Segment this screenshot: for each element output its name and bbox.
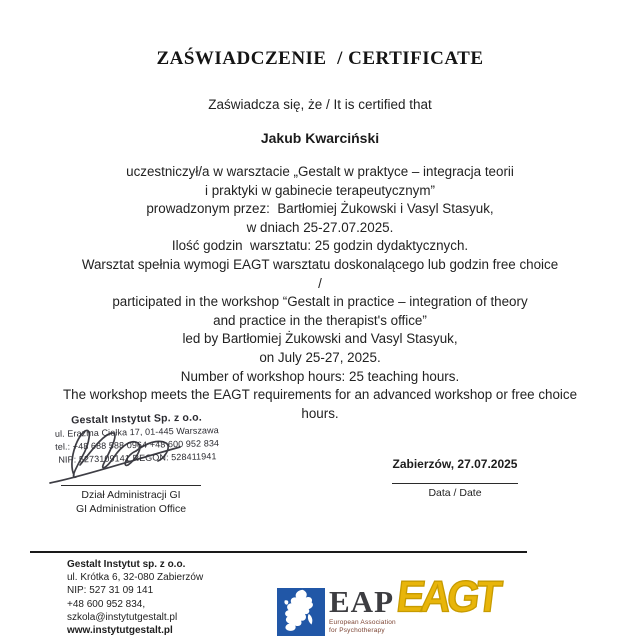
body-line: prowadzonym przez: Bartłomiej Żukowski i Vasyl Stasyuk, — [146, 201, 494, 217]
stamp-address: ul. Erazma Ciołka 17, 01-445 Warszawa — [54, 425, 219, 439]
certified-intro-text: Zaświadcza się, że / It is certified that — [208, 97, 432, 112]
signer-label-en: GI Administration Office — [75, 502, 187, 515]
footer-company-info — [67, 558, 203, 637]
eap-logo — [277, 584, 396, 636]
eap-subtitle-line1: European Association — [329, 619, 396, 626]
footer-email: szkola@instytutgestalt.pl — [67, 611, 178, 623]
body-line: Warsztat spełnia wymogi EAGT warsztatu doskonalącego lub godzin free choice — [81, 256, 559, 272]
date-line — [392, 483, 518, 484]
europe-map-icon — [277, 588, 325, 636]
body-line: i praktyki w gabinecie terapeutycznym” — [205, 182, 435, 198]
eap-subtitle-line2: for Psychotherapy — [329, 626, 385, 634]
body-line: Ilość godzin warsztatu: 25 godzin dydaktycznych. — [171, 238, 469, 254]
body-line: / — [318, 275, 322, 291]
body-line: hours. — [301, 405, 339, 421]
stamp-phone: tel.: +48 688 588 0964 +48 600 952 834 — [55, 438, 220, 452]
date-block — [390, 457, 520, 499]
issue-date: Zabierzów, 27.07.2025 — [392, 457, 518, 471]
body-line: uczestniczył/a w warsztacie „Gestalt w praktyce – integracja teorii — [126, 164, 514, 179]
body-line: on July 25-27, 2025. — [259, 349, 381, 365]
footer-company-name: Gestalt Instytut sp. z o.o. — [67, 559, 186, 570]
page-title: ZAŚWIADCZENIE / CERTIFICATE — [156, 48, 484, 69]
footer-nip: NIP: 527 31 09 141 — [67, 585, 154, 597]
signature-line — [61, 485, 201, 486]
eap-acronym: EAP — [329, 584, 394, 619]
footer-address: ul. Krótka 6, 32-080 Zabierzów — [67, 572, 204, 584]
handwritten-signature — [30, 413, 240, 493]
body-line: led by Bartłomiej Żukowski and Vasyl Stasyuk, — [182, 331, 458, 347]
stamp-company-name: Gestalt Instytut Sp. z o.o. — [71, 411, 203, 427]
eap-subtitle — [329, 619, 396, 634]
signer-block — [52, 485, 210, 516]
eagt-logo: EAGT — [394, 571, 501, 622]
body-line: and practice in the therapist's office” — [213, 312, 427, 328]
stamp-registry: NIP: 5273109141 REGON: 528411941 — [58, 451, 217, 465]
footer-website: www.instytutgestalt.pl — [67, 625, 173, 637]
body-line: Number of workshop hours: 25 teaching hours. — [180, 368, 460, 384]
footer-divider — [30, 551, 527, 553]
body-line: participated in the workshop “Gestalt in practice – integration of theory — [112, 294, 528, 310]
date-label: Data / Date — [428, 487, 482, 499]
body-line: w dniach 25-27.07.2025. — [246, 219, 394, 235]
body-line: The workshop meets the EAGT requirements for an advanced workshop or free choice — [62, 387, 578, 403]
participant-name: Jakub Kwarciński — [260, 130, 380, 146]
certificate-body — [20, 163, 620, 423]
eap-text-column — [329, 584, 396, 634]
footer-phone: +48 600 952 834, — [67, 598, 146, 610]
signer-label-pl: Dział Administracji GI — [81, 489, 181, 501]
